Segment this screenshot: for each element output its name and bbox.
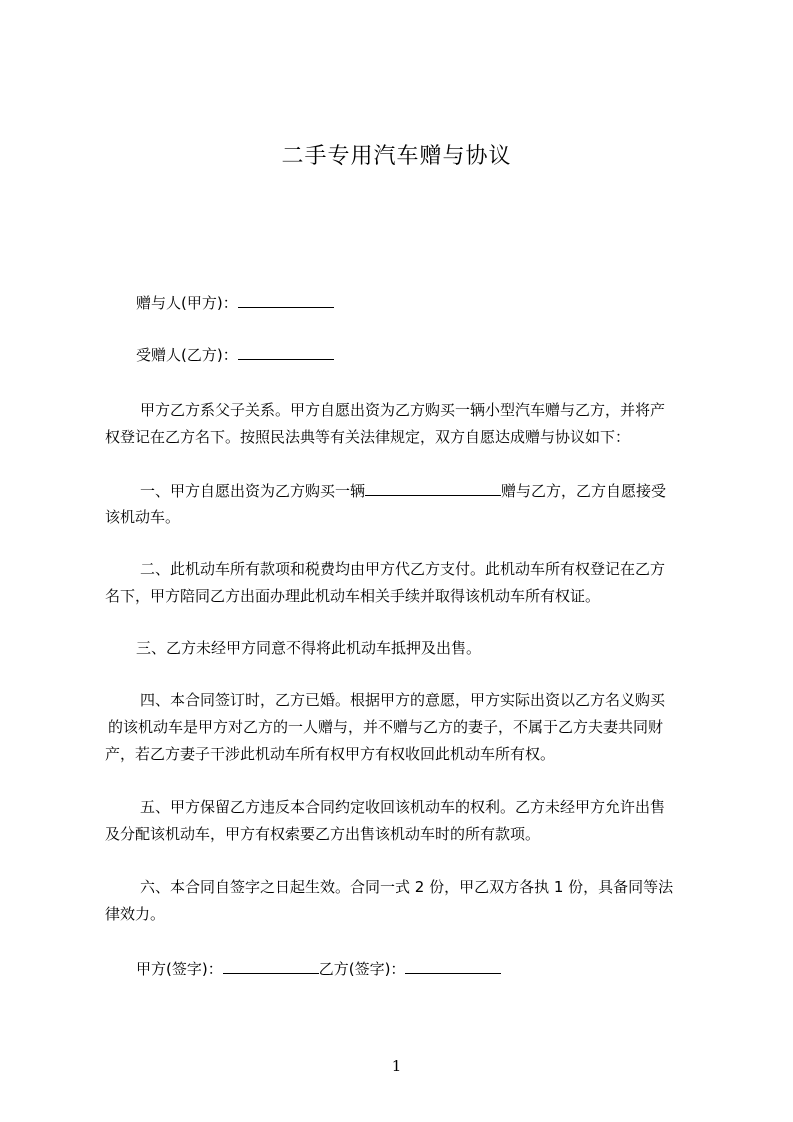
- clause-6-line-2: 律效力。: [105, 905, 166, 923]
- document-title: 二手专用汽车赠与协议: [281, 144, 512, 169]
- clause-3-line-1: 三、乙方未经甲方同意不得将此机动车抵押及出售。: [136, 639, 482, 657]
- page-number: 1: [391, 1057, 402, 1075]
- clause-1-line-1: [140, 480, 740, 501]
- donee-label: 受赠人(乙方)：: [136, 346, 238, 364]
- intro-line-2: 权登记在乙方名下。按照民法典等有关法律规定，双方自愿达成赠与协议如下：: [105, 428, 631, 446]
- donor-line: [136, 292, 736, 313]
- clause-2-line-2: 名下，甲方陪同乙方出面办理此机动车相关手续并取得该机动车所有权证。: [105, 587, 601, 605]
- signature-line: [136, 958, 736, 979]
- party-b-signature-blank: [405, 958, 501, 974]
- clause-2-line-1: 二、此机动车所有款项和税费均由甲方代乙方支付。此机动车所有权登记在乙方: [140, 560, 666, 578]
- clause-1-text-post: 赠与乙方，乙方自愿接受: [501, 482, 667, 500]
- intro-line-1: 甲方乙方系父子关系。甲方自愿出资为乙方购买一辆小型汽车赠与乙方，并将产: [140, 401, 666, 419]
- clause-6-line-1: 六、本合同自签字之日起生效。合同一式 2 份，甲乙双方各执 1 份，具备同等法: [140, 878, 674, 896]
- clause-1-line-2: 该机动车。: [105, 508, 181, 526]
- donee-line: [136, 344, 736, 365]
- clause-4-line-3: 产，若乙方妻子干涉此机动车所有权甲方有权收回此机动车所有权。: [105, 745, 556, 763]
- vehicle-blank: [365, 480, 501, 496]
- clause-5-line-1: 五、甲方保留乙方违反本合同约定收回该机动车的权利。乙方未经甲方允许出售: [140, 798, 666, 816]
- donee-blank: [238, 344, 334, 360]
- party-b-signature-label: 乙方(签字)：: [318, 960, 406, 978]
- party-a-signature-blank: [223, 958, 319, 974]
- party-a-signature-label: 甲方(签字)：: [136, 960, 223, 978]
- clause-1-text-pre: 一、甲方自愿出资为乙方购买一辆: [140, 482, 366, 500]
- clause-5-line-2: 及分配该机动车，甲方有权索要乙方出售该机动车时的所有款项。: [105, 825, 541, 843]
- donor-blank: [238, 292, 334, 308]
- clause-4-line-2: 的该机动车是甲方对乙方的一人赠与，并不赠与乙方的妻子，不属于乙方夫妻共同财: [108, 718, 664, 736]
- donor-label: 赠与人(甲方)：: [136, 294, 238, 312]
- clause-4-line-1: 四、本合同签订时，乙方已婚。根据甲方的意愿，甲方实际出资以乙方名义购买: [140, 691, 666, 709]
